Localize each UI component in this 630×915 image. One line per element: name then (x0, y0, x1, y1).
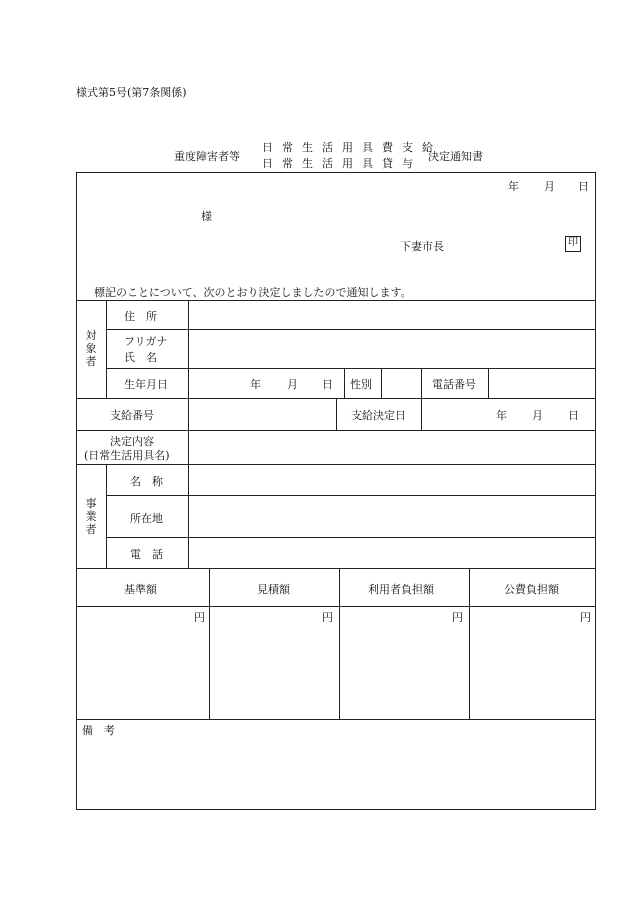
vrule-subject-label (106, 300, 107, 398)
phone-label: 電話番号 (432, 378, 476, 391)
birth-month: 月 (287, 378, 298, 391)
vrule-business-label (106, 464, 107, 568)
rule-name (106, 368, 596, 369)
addressee-suffix: 様 (201, 210, 212, 223)
furigana-label: フリガナ (124, 335, 168, 348)
decision-year: 年 (496, 409, 507, 422)
address-label: 住 所 (124, 310, 157, 323)
date-year: 年 (508, 180, 519, 193)
amount-header-public-burden: 公費負担額 (504, 583, 559, 596)
title-suffix: 決定通知書 (428, 150, 483, 163)
subject-section-label: 対象者 (85, 329, 97, 368)
date-day: 日 (578, 180, 589, 193)
business-name-label: 名 称 (130, 475, 163, 488)
vrule-sex-right (381, 368, 382, 398)
business-phone-label: 電 話 (130, 548, 163, 561)
birth-day: 日 (322, 378, 333, 391)
vrule-amount-1 (209, 568, 210, 719)
vrule-business-col (188, 464, 189, 568)
yen-unit-estimate: 円 (322, 611, 333, 624)
vrule-phone-right (488, 368, 489, 398)
vrule-sex-left (344, 368, 345, 398)
form-number: 様式第5号(第7条関係) (76, 86, 187, 99)
birthdate-label: 生年月日 (124, 378, 168, 391)
vrule-label-col (188, 300, 189, 468)
decision-label-sub: (日常生活用具名) (84, 449, 170, 462)
amount-header-standard: 基準額 (124, 583, 157, 596)
yen-unit-standard: 円 (194, 611, 205, 624)
payment-number-label: 支給番号 (110, 409, 154, 422)
form-frame (76, 172, 596, 810)
title-option-supply: 日常生活用具費支給 (262, 141, 442, 154)
decision-day: 日 (568, 409, 579, 422)
rule-decision-bottom (76, 464, 596, 465)
decision-month: 月 (532, 409, 543, 422)
yen-unit-user-burden: 円 (452, 611, 463, 624)
birth-year: 年 (250, 378, 261, 391)
yen-unit-public-burden: 円 (580, 611, 591, 624)
seal-mark: 印 (565, 236, 581, 252)
rule-biz-name (106, 495, 596, 496)
sex-label: 性別 (350, 378, 372, 391)
vrule-amount-3 (469, 568, 470, 719)
date-month: 月 (544, 180, 555, 193)
vrule-decision-date-right (421, 398, 422, 430)
title-prefix: 重度障害者等 (174, 150, 240, 163)
notice-text: 標記のことについて、次のとおり決定しましたので通知します。 (94, 286, 412, 299)
amount-header-estimate: 見積額 (257, 583, 290, 596)
rule-address (106, 329, 596, 330)
decision-date-label: 支給決定日 (351, 409, 406, 422)
vrule-phone-left (421, 368, 422, 398)
rule-amount-header-bottom (76, 606, 596, 607)
rule-header-bottom (76, 300, 596, 301)
vrule-amount-2 (339, 568, 340, 719)
remarks-label: 備 考 (82, 724, 115, 737)
business-location-label: 所在地 (130, 512, 163, 525)
business-section-label: 事業者 (85, 497, 97, 536)
rule-amount-bottom (76, 719, 596, 720)
title-option-lend: 日常生活用具貸与 (262, 157, 422, 170)
rule-business-bottom (76, 568, 596, 569)
amount-header-user-burden: 利用者負担額 (368, 583, 434, 596)
decision-label: 決定内容 (110, 435, 154, 448)
name-label: 氏 名 (124, 351, 157, 364)
rule-biz-location (106, 537, 596, 538)
issuer-name: 下妻市長 (400, 240, 444, 253)
rule-payment-bottom (76, 430, 596, 431)
vrule-decision-date-left (336, 398, 337, 430)
